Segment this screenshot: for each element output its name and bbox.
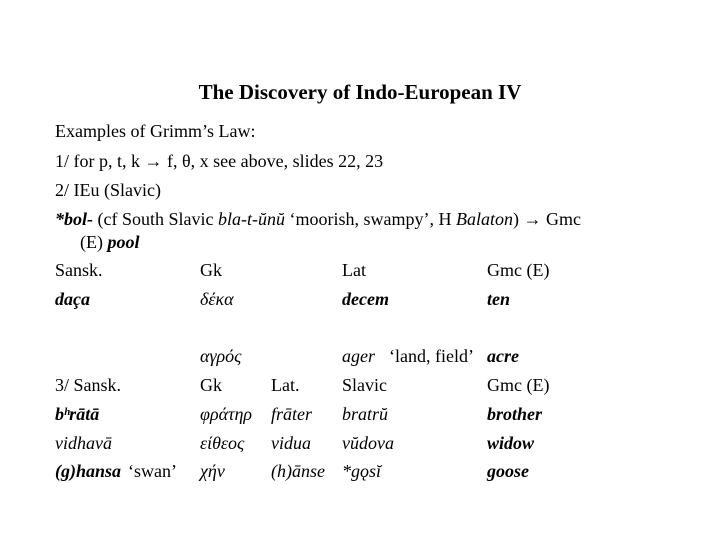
pool-balaton: Balaton xyxy=(455,209,513,229)
t1-cell-gmc: ten xyxy=(487,289,511,309)
slide-title: The Discovery of Indo-European IV xyxy=(198,80,522,104)
t2-r2-gmc: widow xyxy=(487,433,535,453)
pool-root: *bol- xyxy=(55,209,93,229)
t2-r3-slavic: *gǫsĭ xyxy=(342,461,382,481)
t2-r2-slavic: vŭdova xyxy=(342,433,394,453)
t2-r1-lat: frāter xyxy=(271,404,313,424)
t1-header-gk: Gk xyxy=(200,260,222,280)
t2-pre-gloss: ‘land, field’ xyxy=(389,346,474,366)
t2-pre-gmc: acre xyxy=(487,346,519,366)
t2-r3-lat: (h)ānse xyxy=(271,461,325,481)
pool-line xyxy=(55,208,581,230)
t2-pre-gk: αγρός xyxy=(200,346,242,366)
t2-header-gmc: Gmc (E) xyxy=(487,375,550,395)
item-2-line: 2/ IEu (Slavic) xyxy=(55,180,161,200)
item-1-line: 1/ for p, t, k → f, θ, x see above, slides 22, 23 xyxy=(55,151,384,171)
t2-r2-gk: είθεος xyxy=(200,433,245,453)
t2-r3-gmc: goose xyxy=(487,461,529,481)
t1-header-sansk: Sansk. xyxy=(55,260,103,280)
pool-line-2 xyxy=(80,231,140,253)
pool-text-3: ) → Gmc xyxy=(512,209,581,229)
t2-header-lat: Lat. xyxy=(271,375,300,395)
t2-header-gk: Gk xyxy=(200,375,222,395)
t2-r3-gk: χήν xyxy=(200,461,225,481)
pool-text-1: (cf South Slavic xyxy=(93,209,218,229)
t1-header-gmc: Gmc (E) xyxy=(487,260,550,280)
t1-header-lat: Lat xyxy=(342,260,366,280)
t2-r2-sansk: vidhavā xyxy=(55,433,112,453)
t2-r3-sansk: (g)hansa xyxy=(55,461,122,481)
t2-header-slavic: Slavic xyxy=(342,375,387,395)
t2-header-sansk: 3/ Sansk. xyxy=(55,375,122,395)
t1-cell-sansk: daça xyxy=(55,289,90,309)
pool-word: pool xyxy=(107,232,140,252)
pool-slavic-word: bla-t-ŭnŭ xyxy=(217,209,285,229)
t2-r1-gmc: brother xyxy=(487,404,543,424)
t1-cell-lat: decem xyxy=(342,289,389,309)
t2-r1-slavic: bratrŭ xyxy=(342,404,389,424)
t2-r2-lat: vidua xyxy=(271,433,311,453)
pool-text-2: ‘moorish, swampy’, H xyxy=(284,209,456,229)
t1-cell-gk: δέκα xyxy=(200,289,234,309)
t2-r1-sansk: bʰrātā xyxy=(55,404,100,424)
intro-line: Examples of Grimm’s Law: xyxy=(55,121,256,141)
pool2-text: (E) xyxy=(80,232,108,252)
t2-r1-gk: φράτηρ xyxy=(200,404,253,424)
t2-pre-lat: ager xyxy=(342,346,375,366)
t2-r3-gloss: ‘swan’ xyxy=(128,461,177,481)
